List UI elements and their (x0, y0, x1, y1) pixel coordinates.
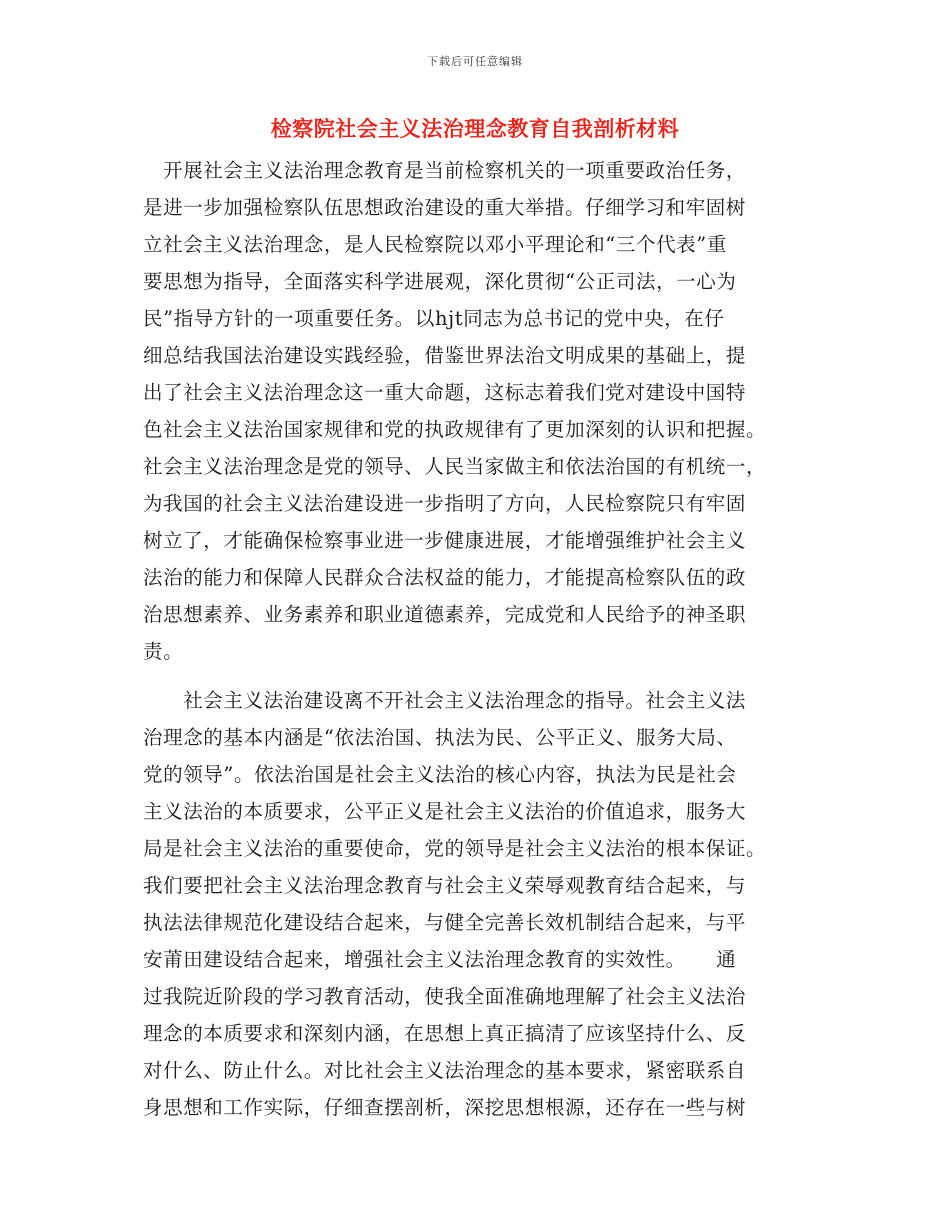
text-line: 理念的本质要求和深刻内涵，在思想上真正搞清了应该坚持什么、反 (143, 1022, 747, 1045)
text-line: 色社会主义法治国家规律和党的执政规律有了更加深刻的认识和把握。 (143, 418, 767, 441)
paragraph-gap (143, 670, 808, 682)
text-line: 局是社会主义法治的重要使命，党的领导是社会主义法治的根本保证。 (143, 837, 767, 860)
document-body (143, 152, 808, 1126)
text-line: 树立了，才能确保检察事业进一步健康进展，才能增强维护社会主义 (143, 529, 747, 552)
text-line: 主义法治的本质要求，公平正义是社会主义法治的价值追求，服务大 (143, 800, 747, 823)
text-line: 治理念的基本内涵是“依法治国、执法为民、公平正义、服务大局、 (143, 726, 737, 749)
text-line: 细总结我国法治建设实践经验，借鉴世界法治文明成果的基础上，提 (143, 344, 747, 367)
text-line: 过我院近阶段的学习教育活动，使我全面准确地理解了社会主义法治 (143, 985, 747, 1008)
text-line: 社会主义法治建设离不开社会主义法治理念的指导。社会主义法 (143, 689, 747, 712)
text-line: 执法法律规范化建设结合起来，与健全完善长效机制结合起来，与平 (143, 911, 747, 934)
text-line: 开展社会主义法治理念教育是当前检察机关的一项重要政治任务， (143, 159, 747, 182)
text-line: 责。 (143, 640, 184, 663)
text-line: 为我国的社会主义法治建设进一步指明了方向，人民检察院只有牢固 (143, 492, 747, 515)
text-line: 法治的能力和保障人民群众合法权益的能力，才能提高检察队伍的政 (143, 566, 747, 589)
text-line: 安莆田建设结合起来，增强社会主义法治理念教育的实效性。 通 (143, 948, 737, 971)
text-line: 是进一步加强检察队伍思想政治建设的重大举措。仔细学习和牢固树 (143, 196, 747, 219)
text-line: 民”指导方针的一项重要任务。以hjt同志为总书记的党中央，在仔 (143, 307, 725, 330)
text-line: 出了社会主义法治理念这一重大命题，这标志着我们党对建设中国特 (143, 381, 747, 404)
text-line: 社会主义法治理念是党的领导、人民当家做主和依法治国的有机统一， (143, 455, 767, 478)
text-line: 治思想素养、业务素养和职业道德素养，完成党和人民给予的神圣职 (143, 603, 747, 626)
text-line: 党的领导”。依法治国是社会主义法治的核心内容，执法为民是社会 (143, 763, 737, 786)
text-line: 立社会主义法治理念，是人民检察院以邓小平理论和“三个代表”重 (143, 233, 727, 256)
text-line: 要思想为指导，全面落实科学进展观，深化贯彻“公正司法，一心为 (143, 270, 737, 293)
text-line: 我们要把社会主义法治理念教育与社会主义荣辱观教育结合起来，与 (143, 874, 747, 897)
header-note: 下载后可任意编辑 (427, 55, 523, 68)
document-title: 检察院社会主义法治理念教育自我剖析材料 (270, 116, 680, 141)
text-line: 身思想和工作实际，仔细查摆剖析，深挖思想根源，还存在一些与树 (143, 1096, 747, 1119)
text-line: 对什么、防止什么。对比社会主义法治理念的基本要求，紧密联系自 (143, 1059, 747, 1082)
